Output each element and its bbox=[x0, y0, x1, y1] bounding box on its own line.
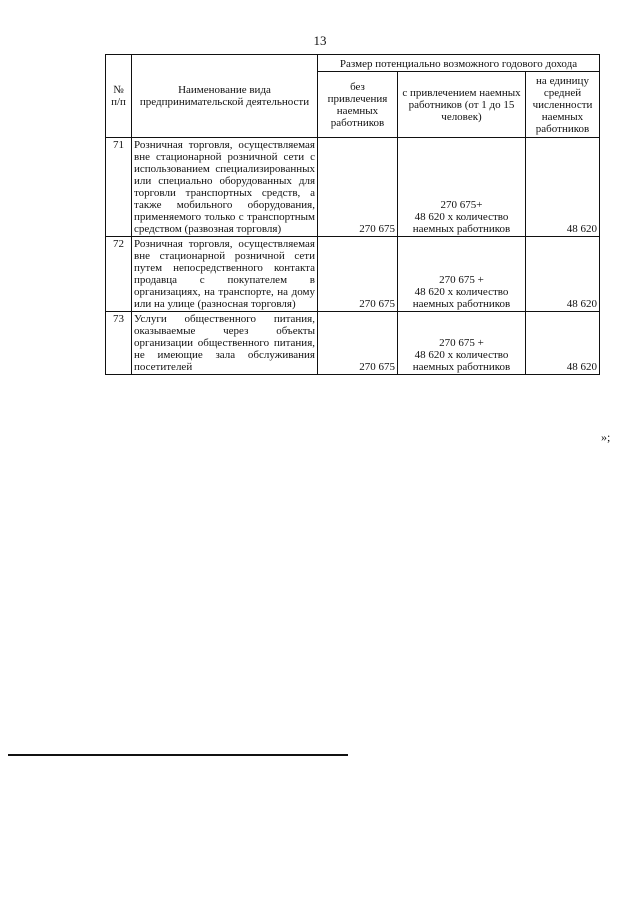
header-per-worker: на единицу средней численности наемных работников bbox=[526, 72, 600, 138]
header-row-1 bbox=[106, 55, 600, 72]
footnote-separator-line bbox=[8, 754, 348, 756]
income-without-workers: 270 675 bbox=[318, 312, 398, 375]
with-workers-line-2: 48 620 х количество bbox=[414, 349, 509, 361]
with-workers-line-1: 270 675+ bbox=[440, 199, 483, 211]
activity-name: Розничная торговля, осуществляемая вне стационарной розничной сети с использованием специализированных или специально оборудованных для торговли транспортных средств, а также мобильного оборудования, применяемого только с транспортным средством (развозная торговля) bbox=[132, 138, 318, 237]
income-table bbox=[105, 54, 600, 375]
header-without-workers: без привлечения наемных работников bbox=[318, 72, 398, 138]
header-no: № п/п bbox=[106, 55, 132, 138]
header-with-workers: с привлечением наемных работников (от 1 до 15 человек) bbox=[398, 72, 526, 138]
page-number: 13 bbox=[313, 33, 327, 48]
header-activity-name: Наименование вида предпринимательской деятельности bbox=[132, 55, 318, 138]
table-row bbox=[106, 312, 600, 375]
row-number: 72 bbox=[106, 237, 132, 312]
with-workers-line-3: наемных работников bbox=[412, 361, 511, 373]
with-workers-line-3: наемных работников bbox=[412, 223, 511, 235]
income-without-workers: 270 675 bbox=[318, 237, 398, 312]
income-with-workers bbox=[398, 138, 526, 237]
table-row bbox=[106, 237, 600, 312]
with-workers-line-2: 48 620 х количество bbox=[414, 286, 509, 298]
income-per-worker: 48 620 bbox=[526, 138, 600, 237]
income-per-worker: 48 620 bbox=[526, 237, 600, 312]
income-without-workers: 270 675 bbox=[318, 138, 398, 237]
with-workers-line-2: 48 620 х количество bbox=[414, 211, 509, 223]
table-row bbox=[106, 138, 600, 237]
income-with-workers bbox=[398, 237, 526, 312]
header-income-group: Размер потенциально возможного годового дохода bbox=[318, 55, 600, 72]
income-with-workers bbox=[398, 312, 526, 375]
row-number: 73 bbox=[106, 312, 132, 375]
activity-name: Розничная торговля, осуществляемая вне стационарной розничной сети путем непосредственного контакта продавца с покупателем в организациях, на транспорте, на дому или на улице (разносная торговля) bbox=[132, 237, 318, 312]
row-number: 71 bbox=[106, 138, 132, 237]
closing-quote-mark: »; bbox=[601, 430, 611, 444]
activity-name: Услуги общественного питания, оказываемые через объекты организации общественного питания, не имеющие зала обслуживания посетителей bbox=[132, 312, 318, 375]
with-workers-line-1: 270 675 + bbox=[439, 337, 484, 349]
income-per-worker: 48 620 bbox=[526, 312, 600, 375]
with-workers-line-3: наемных работников bbox=[412, 298, 511, 310]
with-workers-line-1: 270 675 + bbox=[439, 274, 484, 286]
